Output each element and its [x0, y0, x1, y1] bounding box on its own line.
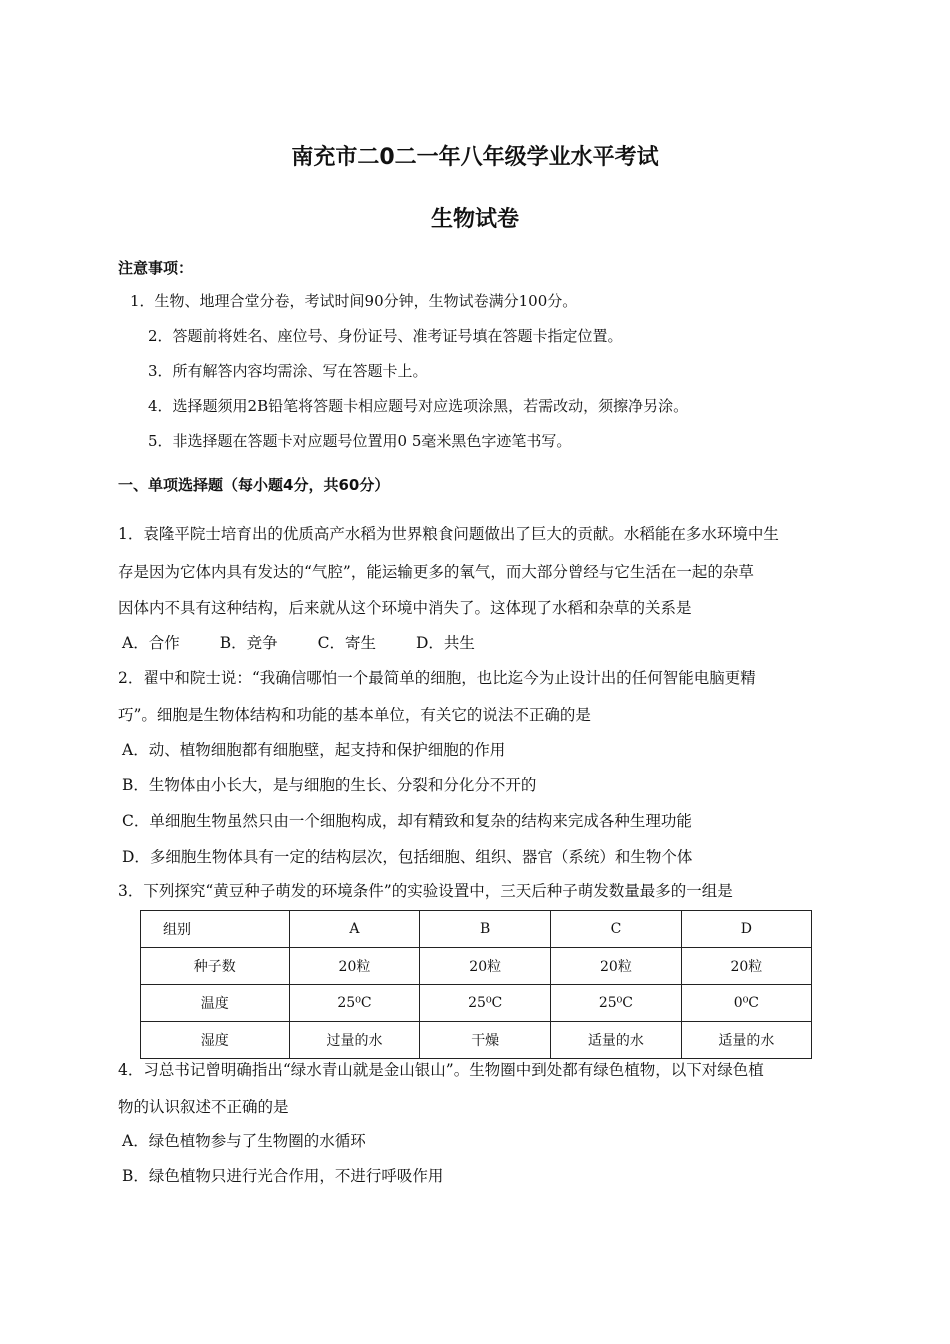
table-cell: 湿度	[141, 1022, 290, 1059]
table-row	[141, 985, 812, 1022]
table-cell: A	[289, 911, 420, 948]
option-d: D．共生	[415, 634, 475, 652]
table-cell: 20粒	[289, 948, 420, 985]
question-line: 物的认识叙述不正确的是	[118, 1098, 289, 1116]
q4-option-b: B．绿色植物只进行光合作用，不进行呼吸作用	[122, 1167, 444, 1185]
question-line: 3．下列探究“黄豆种子萌发的环境条件”的实验设置中，三天后种子萌发数量最多的一组是	[118, 882, 733, 900]
option-c: C．寄生	[317, 634, 376, 652]
table-cell: 过量的水	[289, 1022, 420, 1059]
option-a: A．合作	[122, 634, 180, 652]
q2-option-b: B．生物体由小长大，是与细胞的生长、分裂和分化分不开的	[122, 776, 537, 794]
notice-item: 1．生物、地理合堂分卷，考试时间90分钟，生物试卷满分100分。	[130, 292, 578, 310]
table-cell: 温度	[141, 985, 290, 1022]
table-cell: 适量的水	[551, 1022, 682, 1059]
table-cell: B	[420, 911, 551, 948]
table-cell: 20粒	[681, 948, 811, 985]
table-cell: 25⁰C	[289, 985, 420, 1022]
question-line: 因体内不具有这种结构，后来就从这个环境中消失了。这体现了水稻和杂草的关系是	[118, 599, 692, 617]
notice-item: 5．非选择题在答题卡对应题号位置用0 5毫米黑色字迹笔书写。	[148, 432, 572, 450]
table-cell: 种子数	[141, 948, 290, 985]
question-line: 1．袁隆平院士培育出的优质高产水稻为世界粮食问题做出了巨大的贡献。水稻能在多水环境中生	[118, 525, 779, 543]
table-cell: D	[681, 911, 811, 948]
q2-option-d: D．多细胞生物体具有一定的结构层次，包括细胞、组织、器官（系统）和生物个体	[122, 848, 693, 866]
table-cell: 25⁰C	[420, 985, 551, 1022]
question-line: 4．习总书记曾明确指出“绿水青山就是金山银山”。生物圈中到处都有绿色植物，以下对绿色植	[118, 1061, 764, 1079]
table-cell: 0⁰C	[681, 985, 811, 1022]
page-title: 南充市二0二一年八年级学业水平考试	[291, 145, 659, 170]
table-cell: 组别	[141, 911, 290, 948]
notice-item: 3．所有解答内容均需涂、写在答题卡上。	[148, 362, 428, 380]
page-subtitle: 生物试卷	[430, 207, 519, 232]
table-cell: 适量的水	[681, 1022, 811, 1059]
question-line: 巧”。细胞是生物体结构和功能的基本单位，有关它的说法不正确的是	[118, 706, 591, 724]
notice-item: 4．选择题须用2B铅笔将答题卡相应题号对应选项涂黑，若需改动，须擦净另涂。	[148, 397, 689, 415]
q1-options	[122, 631, 515, 653]
question-line: 2．翟中和院士说：“我确信哪怕一个最简单的细胞，也比迄今为止设计出的任何智能电脑更精	[118, 669, 756, 687]
table-row	[141, 948, 812, 985]
q2-option-a: A．动、植物细胞都有细胞壁，起支持和保护细胞的作用	[122, 741, 506, 759]
table-cell: 20粒	[551, 948, 682, 985]
table-cell: 20粒	[420, 948, 551, 985]
q4-option-a: A．绿色植物参与了生物圈的水循环	[122, 1132, 366, 1150]
table-cell: C	[551, 911, 682, 948]
option-b: B．竞争	[219, 634, 278, 652]
notice-heading: 注意事项：	[118, 259, 194, 277]
table-cell: 干燥	[420, 1022, 551, 1059]
question-line: 存是因为它体内具有发达的“气腔”，能运输更多的氧气，而大部分曾经与它生活在一起的杂草	[118, 563, 754, 581]
section-heading: 一、单项选择题（每小题4分，共60分）	[118, 476, 390, 494]
table-header-row	[141, 911, 812, 948]
table-row	[141, 1022, 812, 1059]
q2-option-c: C．单细胞生物虽然只由一个细胞构成，却有精致和复杂的结构来完成各种生理功能	[122, 812, 692, 830]
experiment-table	[140, 910, 812, 1059]
table-cell: 25⁰C	[551, 985, 682, 1022]
notice-item: 2．答题前将姓名、座位号、身份证号、准考证号填在答题卡指定位置。	[148, 327, 623, 345]
